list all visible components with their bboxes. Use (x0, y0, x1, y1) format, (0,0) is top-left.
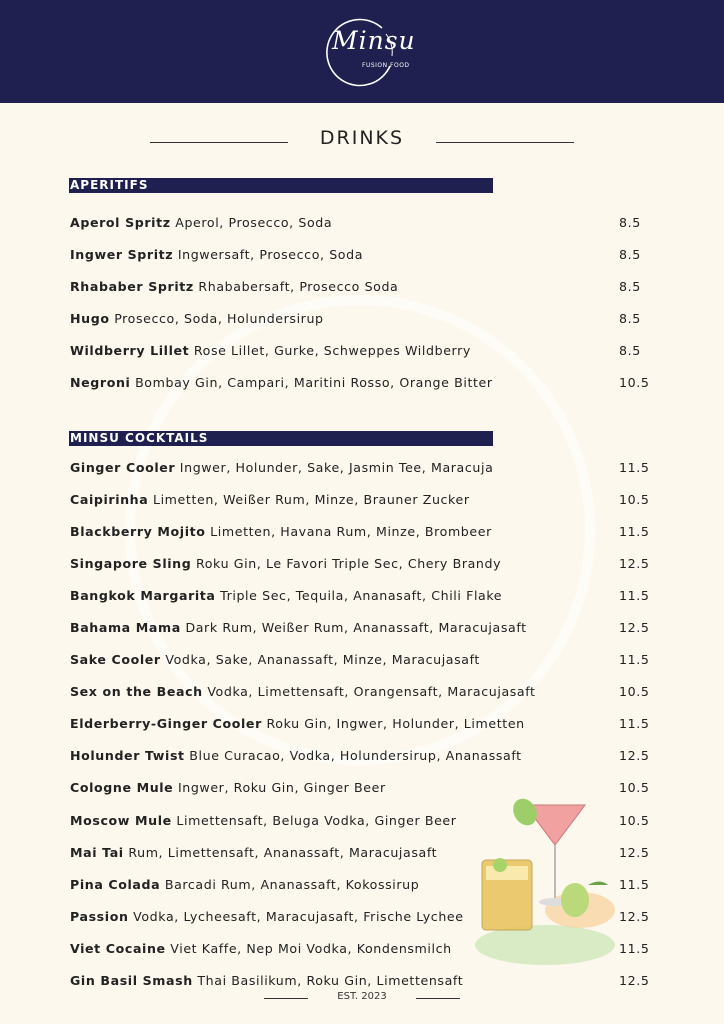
item-name: Singapore Sling (70, 556, 192, 571)
item-price: 8.5 (619, 247, 641, 262)
item-price: 12.5 (619, 909, 650, 924)
item-name: Moscow Mule (70, 813, 172, 828)
item-desc: Ingwer, Roku Gin, Ginger Beer (177, 780, 386, 795)
item-name: Sex on the Beach (70, 684, 203, 699)
item-price: 8.5 (619, 215, 641, 230)
item-desc: Vodka, Sake, Ananassaft, Minze, Maracujasaft (165, 652, 480, 667)
item-price: 10.5 (619, 375, 650, 390)
menu-item (70, 343, 650, 358)
item-price: 11.5 (619, 524, 650, 539)
footer-est: EST. 2023 (337, 991, 387, 1002)
item-price: 11.5 (619, 941, 650, 956)
item-name: Bahama Mama (70, 620, 181, 635)
item-desc: Prosecco, Soda, Holundersirup (114, 311, 324, 326)
section-heading-aperitifs: APERITIFS (70, 178, 149, 192)
menu-item (70, 215, 650, 230)
item-price: 11.5 (619, 588, 650, 603)
item-price: 8.5 (619, 343, 641, 358)
item-desc: Vodka, Limettensaft, Orangensaft, Maracujasaft (207, 684, 536, 699)
item-name: Holunder Twist (70, 748, 185, 763)
item-desc: Blue Curacao, Vodka, Holundersirup, Ananassaft (189, 748, 522, 763)
item-name: Wildberry Lillet (70, 343, 190, 358)
item-desc: Limettensaft, Beluga Vodka, Ginger Beer (176, 813, 457, 828)
item-desc: Rose Lillet, Gurke, Schweppes Wildberry (193, 343, 471, 358)
item-price: 12.5 (619, 845, 650, 860)
item-price: 10.5 (619, 492, 650, 507)
item-desc: Rum, Limettensaft, Ananassaft, Maracujasaft (128, 845, 438, 860)
menu-item (70, 556, 650, 571)
item-desc: Ingwer, Holunder, Sake, Jasmin Tee, Maracuja (179, 460, 494, 475)
menu-item (70, 748, 650, 763)
menu-item (70, 247, 650, 262)
item-desc: Thai Basilikum, Roku Gin, Limettensaft (197, 973, 464, 988)
item-price: 11.5 (619, 652, 650, 667)
item-name: Elderberry-Ginger Cooler (70, 716, 262, 731)
menu-item (70, 716, 650, 731)
item-desc: Roku Gin, Ingwer, Holunder, Limetten (266, 716, 525, 731)
item-name: Pina Colada (70, 877, 161, 892)
menu-item (70, 652, 650, 667)
logo-subtext: FUSION FOOD (362, 62, 410, 69)
item-name: Negroni (70, 375, 131, 390)
menu-item (70, 375, 650, 390)
item-desc: Dark Rum, Weißer Rum, Ananassaft, Maracujasaft (185, 620, 527, 635)
item-name: Aperol Spritz (70, 215, 171, 230)
menu-item (70, 279, 650, 294)
item-name: Viet Cocaine (70, 941, 166, 956)
menu-item (70, 973, 650, 988)
cocktail-illustration-icon (470, 790, 620, 970)
menu-item (70, 588, 650, 603)
item-desc: Barcadi Rum, Ananassaft, Kokossirup (164, 877, 420, 892)
item-desc: Viet Kaffe, Nep Moi Vodka, Kondensmilch (170, 941, 452, 956)
item-name: Blackberry Mojito (70, 524, 206, 539)
item-desc: Rhababersaft, Prosecco Soda (198, 279, 399, 294)
item-price: 12.5 (619, 973, 650, 988)
item-price: 11.5 (619, 460, 650, 475)
menu-item (70, 311, 650, 326)
item-price: 12.5 (619, 620, 650, 635)
item-desc: Vodka, Lycheesaft, Maracujasaft, Frische Lychee (133, 909, 464, 924)
item-price: 10.5 (619, 684, 650, 699)
item-name: Caipirinha (70, 492, 149, 507)
item-name: Ingwer Spritz (70, 247, 174, 262)
item-price: 10.5 (619, 813, 650, 828)
item-desc: Bombay Gin, Campari, Maritini Rosso, Orange Bitter (135, 375, 493, 390)
item-name: Sake Cooler (70, 652, 161, 667)
item-price: 11.5 (619, 877, 650, 892)
title-rule-right (436, 142, 574, 143)
item-desc: Aperol, Prosecco, Soda (175, 215, 333, 230)
item-price: 10.5 (619, 780, 650, 795)
item-name: Gin Basil Smash (70, 973, 193, 988)
item-name: Hugo (70, 311, 110, 326)
item-price: 12.5 (619, 556, 650, 571)
item-desc: Limetten, Weißer Rum, Minze, Brauner Zucker (152, 492, 470, 507)
item-name: Ginger Cooler (70, 460, 176, 475)
footer-rule-right (416, 998, 460, 999)
menu-item (70, 684, 650, 699)
item-price: 12.5 (619, 748, 650, 763)
menu-item (70, 460, 650, 475)
item-desc: Roku Gin, Le Favori Triple Sec, Chery Brandy (195, 556, 502, 571)
item-name: Rhababer Spritz (70, 279, 194, 294)
menu-item (70, 492, 650, 507)
menu-item (70, 620, 650, 635)
item-name: Passion (70, 909, 129, 924)
item-price: 8.5 (619, 279, 641, 294)
item-desc: Limetten, Havana Rum, Minze, Brombeer (210, 524, 492, 539)
section-heading-cocktails: MINSU COCKTAILS (70, 431, 209, 445)
logo-text: Minsu (332, 26, 416, 55)
item-name: Cologne Mule (70, 780, 174, 795)
item-name: Mai Tai (70, 845, 124, 860)
menu-item (70, 524, 650, 539)
item-price: 8.5 (619, 311, 641, 326)
item-desc: Ingwersaft, Prosecco, Soda (177, 247, 364, 262)
item-name: Bangkok Margarita (70, 588, 216, 603)
item-price: 11.5 (619, 716, 650, 731)
page-title: DRINKS (319, 127, 405, 149)
item-desc: Triple Sec, Tequila, Ananasaft, Chili Flake (220, 588, 503, 603)
